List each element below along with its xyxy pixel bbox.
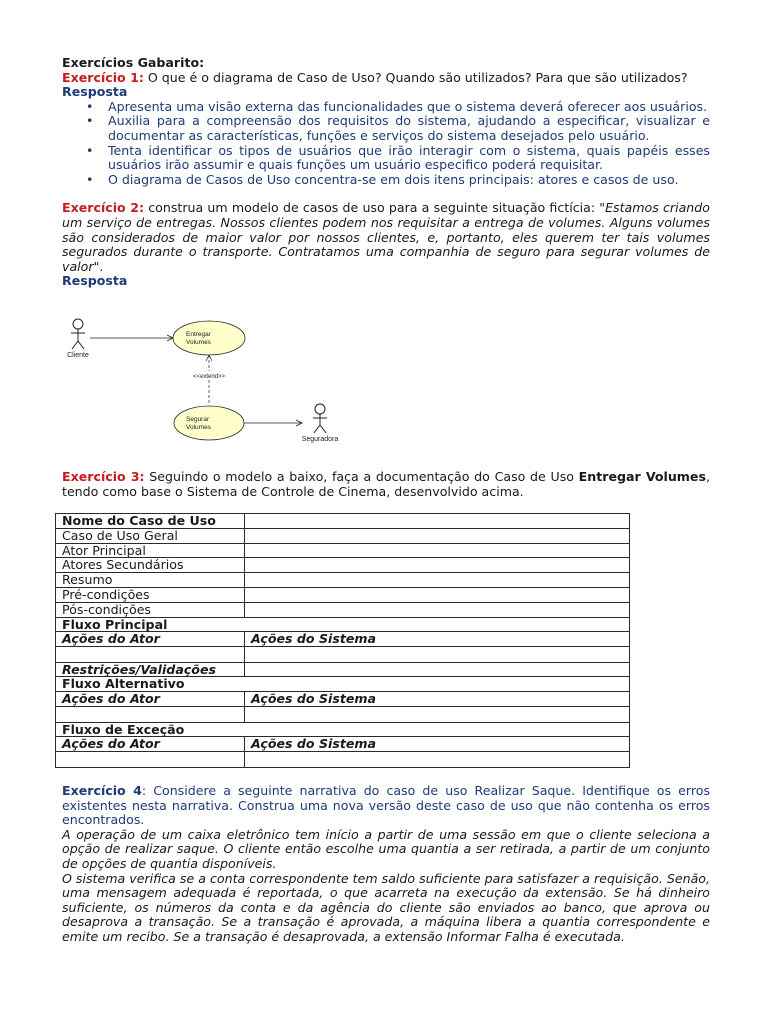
table-cell: Ações do Ator: [56, 632, 245, 647]
table-row: [56, 543, 630, 558]
exercise-2-answer-label: Resposta: [62, 273, 128, 289]
table-row: [56, 677, 630, 692]
table-section-heading: Fluxo de Exceção: [56, 722, 630, 737]
use-case-table: [55, 513, 630, 768]
exercise-4-intro: : Considere a seguinte narrativa do caso de uso Realizar Saque. Identifique os erros existentes nesta narrativa. Construa uma nova versão deste caso de uso que não contenha os erros encontrados.: [62, 783, 711, 828]
use-case-diagram: [62, 312, 362, 452]
table-cell: Ações do Sistema: [245, 632, 630, 647]
table-cell-empty: [245, 528, 630, 543]
table-cell: Atores Secundários: [56, 558, 245, 573]
table-cell-empty: [245, 543, 630, 558]
exercise-4: [62, 784, 710, 945]
exercise-2-outro: ".: [93, 258, 104, 274]
table-cell-empty: [245, 707, 630, 723]
exercise-1-answer-list: [62, 100, 710, 188]
actor-seguradora-label: Seguradora: [301, 436, 339, 443]
list-item: • Tenta identificar os tipos de usuários que irão interagir com o sistema, quais papéis esses usuários irão assumir e quais funções um usuário especifico poderá requisitar.: [108, 144, 710, 173]
list-item: • O diagrama de Casos de Uso concentra-se em dois itens principais: atores e casos de uso.: [108, 173, 710, 188]
exercise-4-label: Exercício 4: [62, 783, 142, 798]
document-body: [62, 56, 710, 289]
table-cell: Restrições/Validações: [56, 662, 245, 677]
table-row: [56, 514, 630, 529]
table-cell-empty: [245, 752, 630, 768]
exercise-3-question: [62, 470, 710, 499]
exercise-3-bold: Entregar Volumes: [578, 469, 706, 484]
table-row: [56, 722, 630, 737]
exercise-3-label: Exercício 3:: [62, 469, 145, 484]
actor-cliente-icon: [71, 319, 85, 349]
list-item: • Auxilia para a compreensão dos requisitos do sistema, ajudando a especificar, visualizar e documentar as características, funções e serviços do sistema desejados pelo usuário.: [108, 114, 710, 143]
usecase-entregar-volumes: [173, 321, 245, 355]
extend-label: <<extend>>: [192, 374, 226, 380]
table-row: [56, 617, 630, 632]
table-cell: Caso de Uso Geral: [56, 528, 245, 543]
table-cell: Ações do Ator: [56, 692, 245, 707]
table-section-heading: Fluxo Alternativo: [56, 677, 630, 692]
exercise-1-question: [62, 71, 710, 86]
exercise-3-text2: , tendo como base o Sistema de Controle de Cinema, desenvolvido acima.: [62, 469, 710, 499]
table-cell: Ações do Sistema: [245, 692, 630, 707]
table-cell: Resumo: [56, 573, 245, 588]
table-section-heading: Fluxo Principal: [56, 617, 630, 632]
exercise-4-paragraph-1: A operação de um caixa eletrônico tem início a partir de uma sessão em que o cliente seleciona a opção de realizar saque. O cliente então escolhe uma quantia a ser retirada, a partir de um conjunto de opções de quantia disponíveis.: [62, 826, 710, 871]
table-cell-empty: [56, 752, 245, 768]
table-cell: Pré-condições: [56, 587, 245, 602]
table-row: [56, 707, 630, 723]
table-row: [56, 602, 630, 617]
usecase-top-line2: Volumes: [186, 339, 211, 346]
usecase-bottom-line1: Segurar: [186, 416, 210, 423]
table-row: [56, 587, 630, 602]
table-cell: Pós-condições: [56, 602, 245, 617]
exercise-4-paragraph-2: O sistema verifica se a conta correspondente tem saldo suficiente para satisfazer a requisição. Senão, uma mensagem adequada é reportada, o que acarreta na execução da extensão. Se há dinheiro suficiente, os números da conta e da agência do cliente são enviados ao banco, que aprova ou desaprova a transação. Se a transação é aprovada, a máquina libera a quantia correspondente e emite um recibo. Se a transação é desaprovada, a extensão Informar Falha é executada.: [62, 870, 710, 944]
table-row: [56, 573, 630, 588]
table-cell-empty: [245, 602, 630, 617]
table-cell-empty: [56, 647, 245, 663]
exercise-2-label: Exercício 2:: [62, 200, 145, 216]
usecase-bottom-line2: Volumes: [186, 424, 211, 431]
exercise-1-answer-label: Resposta: [62, 84, 128, 100]
table-row: [56, 647, 630, 663]
table-row: [56, 632, 630, 647]
table-cell-empty: [245, 647, 630, 663]
exercise-2-question: [62, 201, 710, 274]
exercise-2-quote: Estamos criando um serviço de entregas. Nossos clientes podem nos requisitar a entrega de volumes. Alguns volumes são considerados de maior valor por nossos clientes, e, portanto, eles querem ter tais volumes segurados durante o transporte. Contratamos uma companhia de seguro para segurar volumes de valor: [62, 200, 710, 274]
table-row: [56, 662, 630, 677]
table-cell: Nome do Caso de Uso: [56, 514, 245, 529]
exercise-1-label: Exercício 1:: [62, 69, 144, 85]
list-item: • Apresenta uma visão externa das funcionalidades que o sistema deverá oferecer aos usuários.: [108, 100, 710, 115]
table-row: [56, 752, 630, 768]
table-cell-empty: [245, 662, 630, 677]
table-cell-empty: [245, 573, 630, 588]
table-row: [56, 692, 630, 707]
actor-seguradora-icon: [313, 404, 327, 433]
exercise-3-text1: Seguindo o modelo a baixo, faça a documentação do Caso de Uso: [144, 469, 579, 484]
exercise-1-text: O que é o diagrama de Caso de Uso? Quando são utilizados? Para que são utilizados?: [143, 69, 688, 85]
usecase-segurar-volumes: [174, 406, 244, 440]
table-cell-empty: [56, 707, 245, 723]
actor-cliente-label: Cliente: [67, 352, 89, 359]
exercise-2-intro: construa um modelo de casos de uso para a seguinte situação fictícia: ": [144, 200, 606, 216]
table-row: [56, 528, 630, 543]
table-cell: Ator Principal: [56, 543, 245, 558]
table-cell-empty: [245, 558, 630, 573]
table-row: [56, 737, 630, 752]
page-title: Exercícios Gabarito:: [62, 55, 205, 70]
table-cell-empty: [245, 514, 630, 529]
table-cell: Ações do Sistema: [245, 737, 630, 752]
usecase-top-line1: Entregar: [186, 331, 211, 338]
table-cell: Ações do Ator: [56, 737, 245, 752]
table-cell-empty: [245, 587, 630, 602]
exercise-4-question: [62, 784, 710, 828]
table-row: [56, 558, 630, 573]
